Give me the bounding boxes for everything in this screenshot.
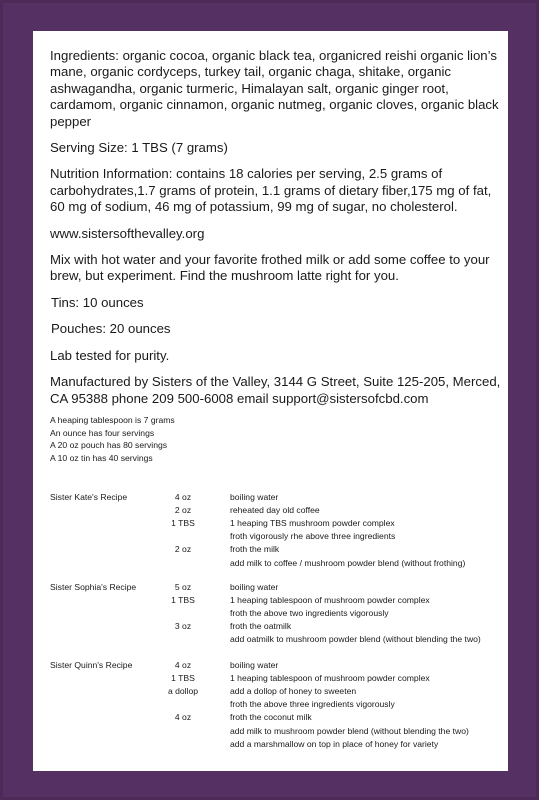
note-line: A 20 oz pouch has 80 servings (50, 440, 168, 451)
recipe-name: Sister Sophia's Recipe (50, 582, 137, 592)
note-line: A heaping tablespoon is 7 grams (50, 415, 175, 425)
serving-notes (50, 414, 175, 464)
recipe-quantity: 2 oz (174, 544, 192, 555)
manufacturer-text: Manufactured by Sisters of the Valley, 3144 G Street, Suite 125-205, Merced, CA 95388 phone 209 500-6008 email support@sistersofcbd.com (50, 374, 501, 406)
recipe-instruction: add a marshmallow on top in place of honey for variety (230, 738, 439, 749)
instructions-text: Mix with hot water and your favorite frothed milk or add some coffee to your brew, but experiment. Find the mushroom latte right for you. (50, 252, 490, 284)
recipe-quantity: 1 TBS (171, 595, 195, 606)
nutrition-text: Nutrition Information: contains 18 calories per serving, 2.5 grams of carbohydrates,1.7 grams of protein, 1.1 grams of dietary fiber,175 mg of fat, 60 mg of sodium, 46 mg of potassium, 99 mg of sugar, no cholesterol. (50, 166, 492, 215)
recipe-instruction: add oatmilk to mushroom powder blend (without blending the two) (230, 634, 481, 645)
recipe-instruction: add milk to mushroom powder blend (without blending the two) (230, 725, 469, 736)
recipe-instruction: boiling water (230, 492, 279, 502)
recipe-quantity: 4 oz (174, 712, 192, 723)
recipe-instruction: froth the oatmilk (230, 621, 292, 632)
recipe-quantity: 4 oz (174, 492, 192, 502)
recipe-quantity: a dollop (167, 686, 199, 697)
tins-text: Tins: 10 ounces (51, 294, 144, 310)
recipe-instruction: boiling water (230, 660, 279, 670)
recipe-instruction: boiling water (230, 582, 279, 592)
recipe-instruction: froth the above two ingredients vigorously (230, 608, 389, 619)
recipe-instruction: froth the milk (230, 544, 280, 555)
recipe-instruction: froth the above three ingredients vigorously (230, 699, 395, 710)
recipe-instruction: froth vigorously rhe above three ingredients (230, 531, 396, 542)
purple-border-frame (3, 3, 536, 797)
serving-size-text: Serving Size: 1 TBS (7 grams) (50, 140, 228, 156)
recipe-name: Sister Quinn's Recipe (50, 660, 133, 670)
recipe-quantity: 4 oz (174, 660, 192, 670)
pouches-text: Pouches: 20 ounces (51, 321, 171, 337)
recipe-quantity: 1 TBS (171, 673, 195, 684)
label-card (33, 31, 508, 771)
recipe-quantity: 3 oz (174, 621, 192, 632)
website-text: www.sistersofthevalley.org (50, 225, 205, 241)
recipe-instruction: add milk to coffee / mushroom powder blend (without frothing) (230, 557, 466, 568)
note-line: An ounce has four servings (50, 427, 155, 438)
recipe-instruction: 1 heaping TBS mushroom powder complex (230, 518, 395, 529)
recipe-name: Sister Kate's Recipe (50, 492, 128, 502)
note-line: A 10 oz tin has 40 servings (50, 452, 153, 463)
product-info (50, 48, 502, 417)
ingredients-text: Ingredients: organic cocoa, organic black tea, organicred reishi organic lion’s mane, organic cordyceps, turkey tail, organic chaga, shitake, organic ashwagandha, organic turmeric, Himalayan salt, organic ginger root, cardamom, organic cinnamon, organic nutmeg, organic cloves, organic black pepper (50, 48, 499, 129)
recipe-instruction: froth the coconut milk (230, 712, 312, 723)
recipe-instruction: 1 heaping tablespoon of mushroom powder complex (230, 595, 430, 606)
recipe-instruction: add a dollop of honey to sweeten (230, 686, 357, 697)
recipe-quantity: 2 oz (174, 505, 192, 516)
recipe-quantity: 5 oz (174, 582, 192, 592)
recipe-instruction: reheated day old coffee (230, 505, 320, 516)
recipe-instruction: 1 heaping tablespoon of mushroom powder complex (230, 673, 430, 684)
recipe-quantity: 1 TBS (171, 518, 195, 529)
lab-tested-text: Lab tested for purity. (50, 347, 170, 363)
